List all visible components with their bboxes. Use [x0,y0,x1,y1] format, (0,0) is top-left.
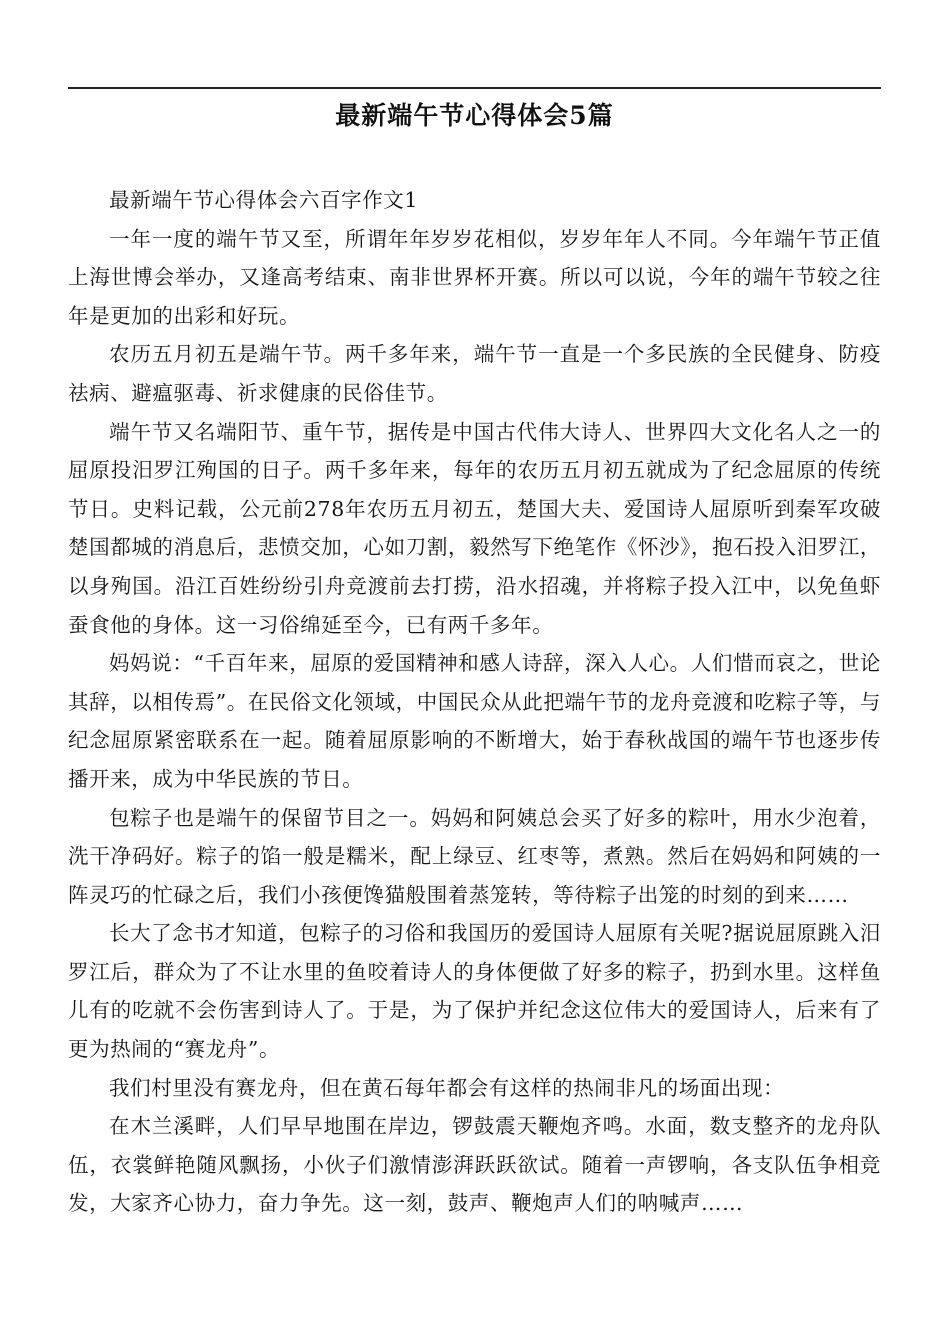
paragraph: 一年一度的端午节又至，所谓年年岁岁花相似，岁岁年年人不同。今年端午节正值上海世博会举办，又逢高考结束、南非世界杯开赛。所以可以说，今年的端午节较之往年是更加的出彩和好玩。 [68,226,881,328]
document-title: 最新端午节心得体会5篇 [335,101,614,130]
document-body [68,181,881,1223]
paragraph: 长大了念书才知道，包粽子的习俗和我国历的爱国诗人屈原有关呢?据说屈原跳入汨罗江后，群众为了不让水里的鱼咬着诗人的身体便做了好多的粽子，扔到水里。这样鱼儿有的吃就不会伤害到诗人了。于是，为了保护并纪念这位伟大的爱国诗人，后来有了更为热闹的“赛龙舟”。 [68,921,881,1062]
paragraph: 妈妈说：“千百年来，屈原的爱国精神和感人诗辞，深入人心。人们惜而哀之，世论其辞，以相传焉”。在民俗文化领域，中国民众从此把端午节的龙舟竞渡和吃粽子等，与纪念屈原紧密联系在一起。随着屈原影响的不断增大，始于春秋战国的端午节也逐步传播开来，成为中华民族的节日。 [68,651,881,791]
paragraph: 我们村里没有赛龙舟，但在黄石每年都会有这样的热闹非凡的场面出现： [109,1075,785,1100]
paragraph: 端午节又名端阳节、重午节，据传是中国古代伟大诗人、世界四大文化名人之一的屈原投汨罗江殉国的日子。两千多年来，每年的农历五月初五就成为了纪念屈原的传统节日。史料记载，公元前278年农历五月初五，楚国大夫、爱国诗人屈原听到秦军攻破楚国都城的消息后，悲愤交加，心如刀割，毅然写下绝笔作《怀沙》，抱石投入汨罗江，以身殉国。沿江百姓纷纷引舟竞渡前去打捞，沿水招魂，并将粽子投入江中，以免鱼虾蚕食他的身体。这一习俗绵延至今，已有两千多年。 [68,419,881,637]
paragraph: 农历五月初五是端午节。两千多年来，端午节一直是一个多民族的全民健身、防疫祛病、避瘟驱毒、祈求健康的民俗佳节。 [68,342,881,405]
article-subtitle: 最新端午节心得体会六百字作文1 [109,188,419,212]
header-rule [68,87,881,89]
paragraph: 在木兰溪畔，人们早早地围在岸边，锣鼓震天鞭炮齐鸣。水面，数支整齐的龙舟队伍，衣裳鲜艳随风飘扬，小伙子们激情澎湃跃跃欲试。随着一声锣响，各支队伍争相竞发，大家齐心协力，奋力争先。这一刻，鼓声、鞭炮声人们的呐喊声…… [68,1114,881,1216]
paragraph: 包粽子也是端午的保留节目之一。妈妈和阿姨总会买了好多的粽叶，用水少泡着，洗干净码好。粽子的馅一般是糯米，配上绿豆、红枣等，煮熟。然后在妈妈和阿姨的一阵灵巧的忙碌之后，我们小孩便馋猫般围着蒸笼转，等待粽子出笼的时刻的到来…… [68,805,881,907]
